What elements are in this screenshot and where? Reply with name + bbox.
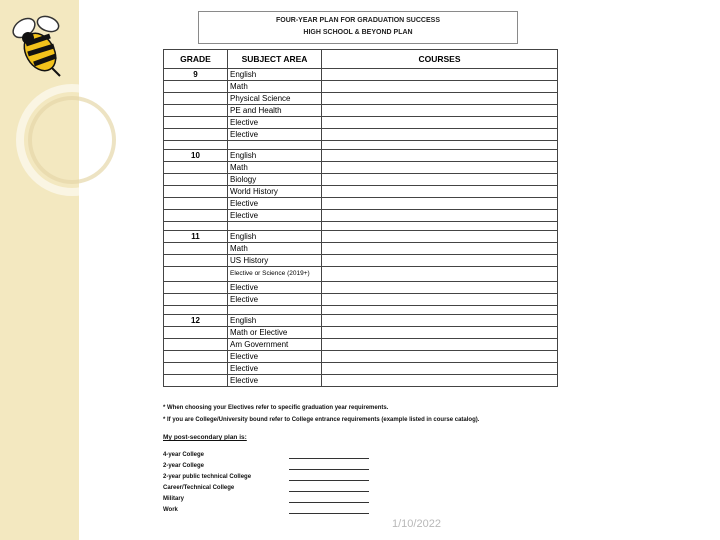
table-row <box>164 315 558 327</box>
courses-cell[interactable] <box>322 351 558 363</box>
bee-mascot-icon <box>8 14 66 78</box>
subject-cell: Elective <box>228 375 322 387</box>
postsecondary-plan-label: My post-secondary plan is: <box>163 434 247 441</box>
table-row <box>164 198 558 210</box>
subject-cell: English <box>228 69 322 81</box>
subject-cell: Am Government <box>228 339 322 351</box>
subject-cell: World History <box>228 186 322 198</box>
grade-cell: 11 <box>164 231 228 243</box>
table-row <box>164 375 558 387</box>
table-row <box>164 255 558 267</box>
table-row <box>164 294 558 306</box>
spacer-row <box>164 222 558 231</box>
subject-cell: Elective <box>228 129 322 141</box>
grade-cell: 9 <box>164 69 228 81</box>
table-header-row <box>164 50 558 69</box>
subject-cell: PE and Health <box>228 105 322 117</box>
courses-cell[interactable] <box>322 363 558 375</box>
courses-cell[interactable] <box>322 81 558 93</box>
subject-cell: English <box>228 231 322 243</box>
option-4-year-college: 4-year College <box>163 452 205 458</box>
table-row <box>164 174 558 186</box>
note-electives: * When choosing your Electives refer to specific graduation year requirements. <box>163 405 389 411</box>
subject-cell: Math <box>228 243 322 255</box>
subject-cell: Math or Elective <box>228 327 322 339</box>
courses-cell[interactable] <box>322 210 558 222</box>
plan-subtitle: HIGH SCHOOL & BEYOND PLAN <box>303 29 413 36</box>
option-line[interactable] <box>289 458 369 459</box>
table-row <box>164 81 558 93</box>
decorative-ring-inner <box>28 96 116 184</box>
subject-cell: US History <box>228 255 322 267</box>
table-row <box>164 186 558 198</box>
column-header-grade: GRADE <box>164 50 228 69</box>
courses-cell[interactable] <box>322 117 558 129</box>
option-career-technical-college: Career/Technical College <box>163 485 235 491</box>
plan-header <box>198 11 518 44</box>
spacer-row <box>164 306 558 315</box>
four-year-plan-table <box>163 49 558 387</box>
spacer-row <box>164 141 558 150</box>
courses-cell[interactable] <box>322 174 558 186</box>
table-row <box>164 69 558 81</box>
option-line[interactable] <box>289 480 369 481</box>
option-work: Work <box>163 507 178 513</box>
subject-cell: Physical Science <box>228 93 322 105</box>
courses-cell[interactable] <box>322 315 558 327</box>
grade-cell: 12 <box>164 315 228 327</box>
option-military: Military <box>163 496 185 502</box>
courses-cell[interactable] <box>322 339 558 351</box>
grade-cell: 10 <box>164 150 228 162</box>
table-row <box>164 150 558 162</box>
courses-cell[interactable] <box>322 375 558 387</box>
subject-cell: Elective or Science (2019+) <box>228 267 322 282</box>
table-row <box>164 363 558 375</box>
slide-date: 1/10/2022 <box>392 518 441 530</box>
option-line[interactable] <box>289 513 369 514</box>
option-public-technical-college: 2-year public technical College <box>163 474 252 480</box>
table-row <box>164 351 558 363</box>
courses-cell[interactable] <box>322 267 558 282</box>
subject-cell: Elective <box>228 198 322 210</box>
table-row <box>164 282 558 294</box>
table-row <box>164 339 558 351</box>
table-row <box>164 117 558 129</box>
subject-cell: Elective <box>228 294 322 306</box>
courses-cell[interactable] <box>322 198 558 210</box>
table-row <box>164 327 558 339</box>
note-college: * If you are College/University bound refer to College entrance requirements (example listed in course catalog). <box>163 417 480 423</box>
option-line[interactable] <box>289 469 369 470</box>
courses-cell[interactable] <box>322 243 558 255</box>
courses-cell[interactable] <box>322 105 558 117</box>
column-header-courses: COURSES <box>322 50 558 69</box>
courses-cell[interactable] <box>322 150 558 162</box>
courses-cell[interactable] <box>322 327 558 339</box>
subject-cell: Elective <box>228 363 322 375</box>
subject-cell: Elective <box>228 210 322 222</box>
table-row <box>164 162 558 174</box>
table-row <box>164 243 558 255</box>
courses-cell[interactable] <box>322 255 558 267</box>
subject-cell: English <box>228 150 322 162</box>
subject-cell: English <box>228 315 322 327</box>
courses-cell[interactable] <box>322 69 558 81</box>
option-line[interactable] <box>289 502 369 503</box>
option-line[interactable] <box>289 491 369 492</box>
column-header-subject: SUBJECT AREA <box>228 50 322 69</box>
table-row <box>164 93 558 105</box>
subject-cell: Elective <box>228 282 322 294</box>
subject-cell: Elective <box>228 117 322 129</box>
option-2-year-college: 2-year College <box>163 463 205 469</box>
plan-title: FOUR-YEAR PLAN FOR GRADUATION SUCCESS <box>276 17 440 24</box>
table-row <box>164 105 558 117</box>
courses-cell[interactable] <box>322 129 558 141</box>
table-row <box>164 231 558 243</box>
table-row <box>164 267 558 282</box>
subject-cell: Elective <box>228 351 322 363</box>
decorative-sidebar <box>0 0 79 540</box>
courses-cell[interactable] <box>322 231 558 243</box>
courses-cell[interactable] <box>322 162 558 174</box>
courses-cell[interactable] <box>322 294 558 306</box>
courses-cell[interactable] <box>322 186 558 198</box>
courses-cell[interactable] <box>322 93 558 105</box>
subject-cell: Math <box>228 162 322 174</box>
table-row <box>164 129 558 141</box>
courses-cell[interactable] <box>322 282 558 294</box>
subject-cell: Math <box>228 81 322 93</box>
table-row <box>164 210 558 222</box>
subject-cell: Biology <box>228 174 322 186</box>
